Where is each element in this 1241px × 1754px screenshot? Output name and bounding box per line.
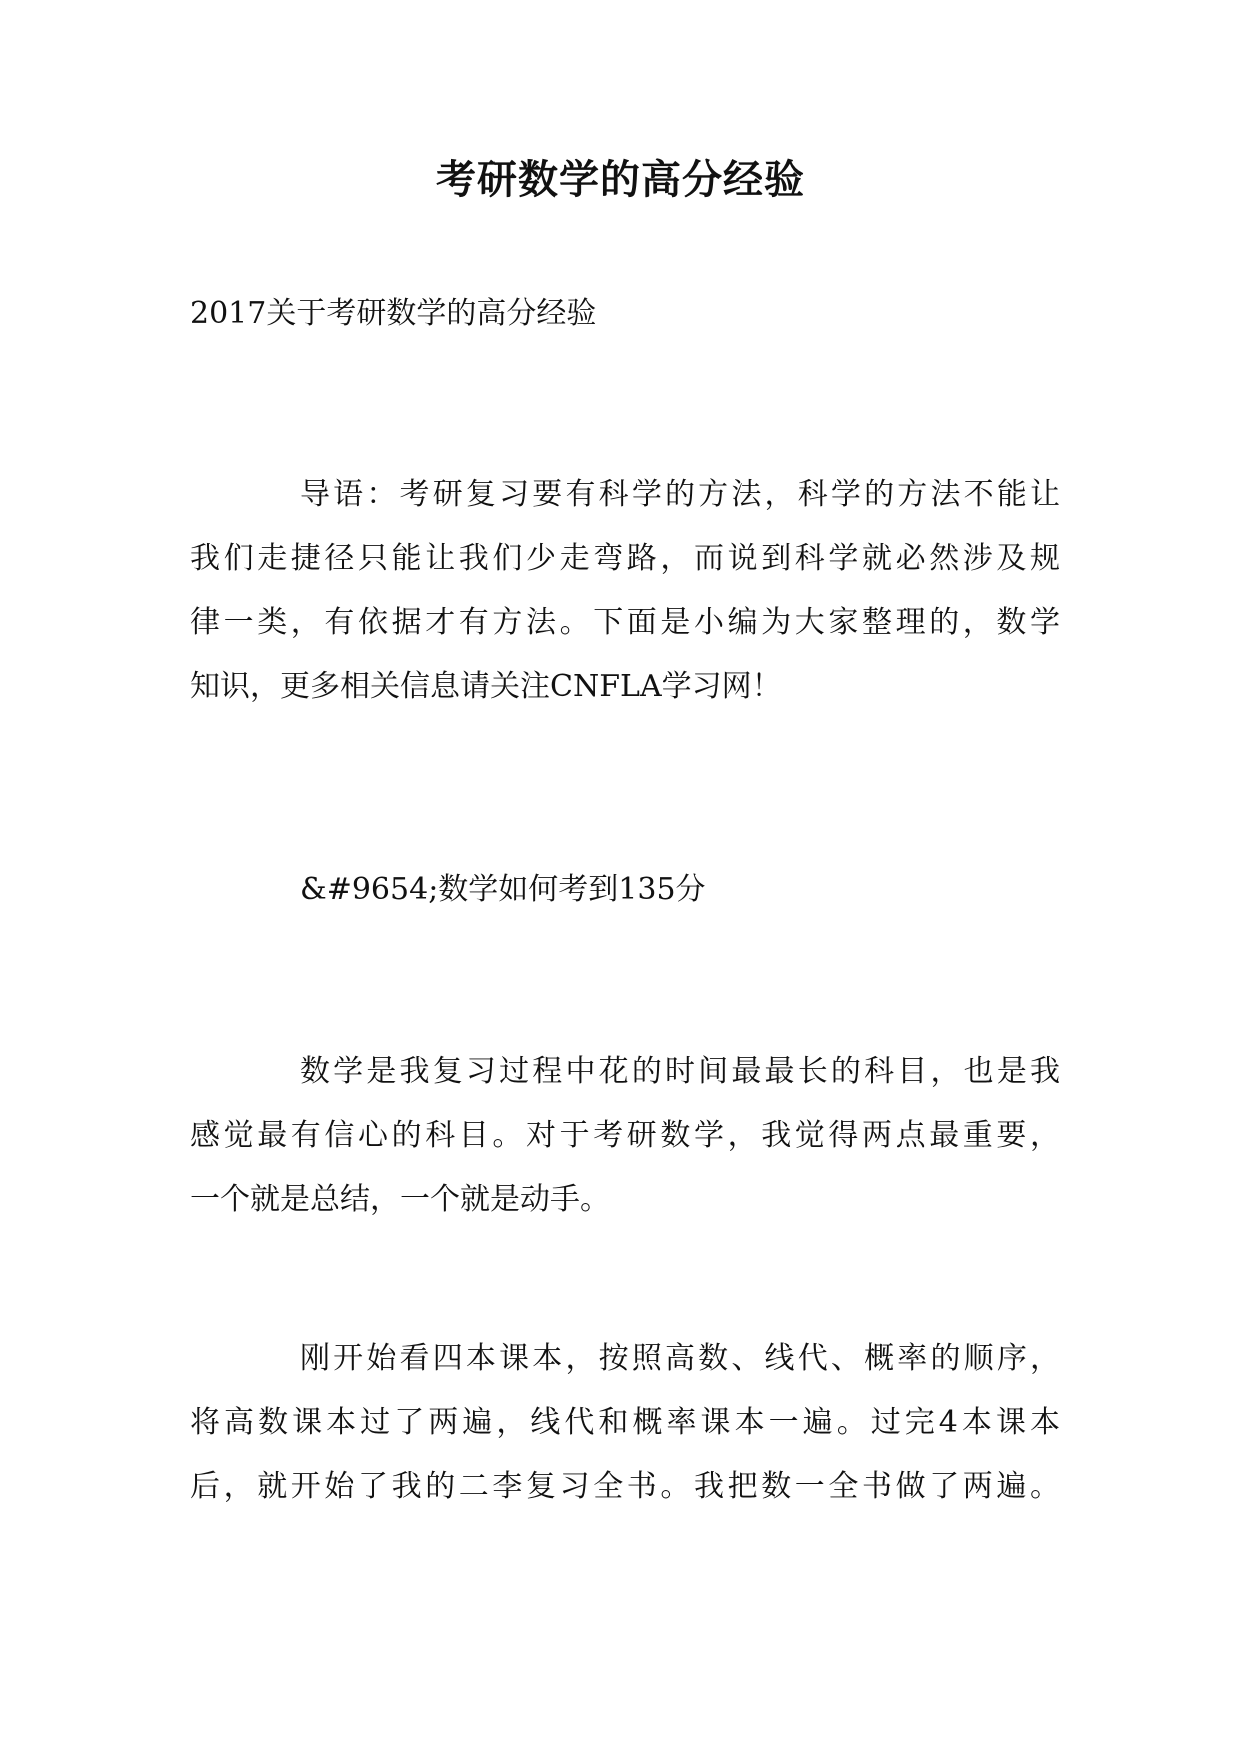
document-title: 考研数学的高分经验 (436, 156, 805, 203)
body-line: 一个就是总结，一个就是动手。 (190, 1182, 610, 1217)
body-line: 感觉最有信心的科目。对于考研数学，我觉得两点最重要， (190, 1118, 1060, 1153)
body-paragraph-1 (190, 1040, 1060, 1232)
body-line: 数学是我复习过程中花的时间最最长的科目，也是我 (300, 1054, 1060, 1089)
intro-line: 律一类，有依据才有方法。下面是小编为大家整理的，数学 (190, 605, 1060, 640)
body-line: 刚开始看四本课本，按照高数、线代、概率的顺序， (300, 1341, 1060, 1376)
intro-line: 导语：考研复习要有科学的方法，科学的方法不能让 (300, 477, 1060, 512)
section-heading-paragraph (190, 858, 1060, 922)
body-paragraph-2 (190, 1327, 1060, 1519)
section-heading: &#9654;数学如何考到135分 (300, 872, 706, 907)
intro-line: 我们走捷径只能让我们少走弯路，而说到科学就必然涉及规 (190, 541, 1060, 576)
document-subtitle: 2017关于考研数学的高分经验 (190, 296, 597, 331)
body-line: 后，就开始了我的二李复习全书。我把数一全书做了两遍。 (190, 1469, 1060, 1504)
body-line: 将高数课本过了两遍，线代和概率课本一遍。过完4本课本 (190, 1405, 1060, 1440)
intro-paragraph (190, 463, 1060, 719)
intro-line: 知识，更多相关信息请关注CNFLA学习网！ (190, 669, 782, 704)
